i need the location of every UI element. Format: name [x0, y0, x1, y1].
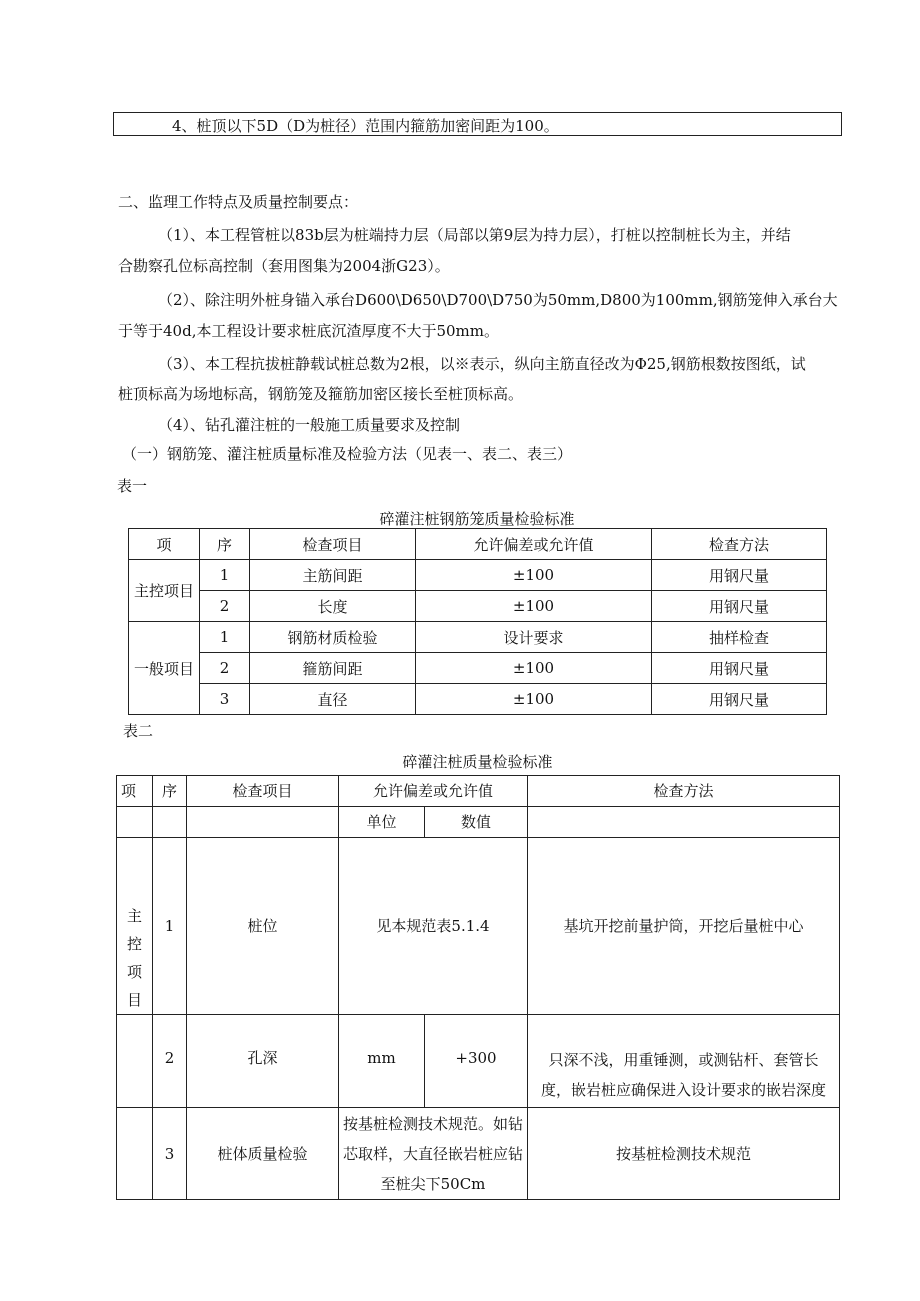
paragraph-1-line-2: 合勘察孔位标高控制（套用图集为2004浙G23）。: [118, 257, 450, 275]
table-cell: 基坑开挖前量护筒，开挖后量桩中心: [528, 838, 840, 1015]
table-cell: ±100: [416, 560, 652, 591]
table1-header-item: 项: [129, 529, 200, 560]
table-cell: 用钢尺量: [652, 653, 827, 684]
table-cell: 用钢尺量: [652, 560, 827, 591]
top-note-text: 4、桩顶以下5D（D为桩径）范围内箍筋加密间距为100。: [172, 117, 559, 135]
table-cell: [153, 807, 187, 838]
table1-header-tolerance: 允许偏差或允许值: [416, 529, 652, 560]
table2-row3-value-line-1: 按基桩检测技术规范。如钻: [343, 1114, 524, 1133]
table2-label: 表二: [123, 722, 154, 740]
table-row: [117, 776, 840, 807]
table-row: [129, 622, 827, 653]
table2-row2-method-line-2: 度，嵌岩桩应确保进入设计要求的嵌岩深度: [541, 1081, 827, 1099]
table2-title: 碎灌注桩质量检验标准: [402, 753, 553, 771]
table1-header-method: 检查方法: [652, 529, 827, 560]
table-cell: 主筋间距: [250, 560, 416, 591]
table-cell: 3: [153, 1108, 187, 1200]
table1: [128, 528, 827, 715]
table-row: [117, 1108, 840, 1200]
table2-subheader-value: 数值: [425, 807, 528, 838]
section-title: 二、监理工作特点及质量控制要点：: [118, 193, 359, 211]
table2: [116, 775, 840, 1200]
table-cell: [187, 807, 339, 838]
table-row: [117, 1015, 840, 1108]
table2-row2-method-line-1: 只深不浅，用重锤测，或测钻杆、套管长: [548, 1051, 819, 1069]
table-cell: [117, 1108, 153, 1200]
table-cell: 1: [200, 560, 250, 591]
table1-header-check: 检查项目: [250, 529, 416, 560]
table-cell: 箍筋间距: [250, 653, 416, 684]
table-cell: [117, 1015, 153, 1108]
table2-subheader-unit: 单位: [339, 807, 425, 838]
table-cell: mm: [339, 1015, 425, 1108]
table1-title: 碎灌注桩钢筋笼质量检验标准: [379, 510, 575, 528]
table2-group-main-line-1: 主控: [126, 907, 142, 953]
paragraph-5-line-1: （一）钢筋笼、灌注桩质量标准及检验方法（见表一、表二、表三）: [122, 445, 573, 463]
table-cell: 用钢尺量: [652, 591, 827, 622]
table-cell: 直径: [250, 684, 416, 715]
table2-header-method: 检查方法: [528, 776, 840, 807]
table-row: [117, 838, 840, 1015]
table-cell: 按基桩检测技术规范: [528, 1108, 840, 1200]
table-cell: 3: [200, 684, 250, 715]
table-cell: 孔深: [187, 1015, 339, 1108]
table1-group-main: 主控项目: [129, 560, 200, 622]
table2-group-main: [117, 838, 153, 1015]
paragraph-1-line-1: （1）、本工程管桩以83b层为桩端持力层（局部以第9层为持力层），打桩以控制桩长为主，并结: [158, 226, 791, 244]
table-cell: [528, 807, 840, 838]
table2-row3-value-line-2: 芯取样，大直径嵌岩桩应钻: [343, 1144, 524, 1163]
paragraph-3-line-2: 桩顶标高为场地标高，钢筋笼及箍筋加密区接长至桩顶标高。: [118, 385, 524, 403]
table-cell: 钢筋材质检验: [250, 622, 416, 653]
table2-row3-value-line-3: 至桩尖下50Cm: [380, 1174, 486, 1193]
table-cell: 2: [200, 591, 250, 622]
paragraph-3-line-1: （3）、本工程抗拔桩静载试桩总数为2根，以※表示，纵向主筋直径改为Φ25,钢筋根数按图纸，试: [158, 355, 806, 373]
top-note-box: [113, 112, 842, 136]
table-row: [117, 807, 840, 838]
table-row: [129, 560, 827, 591]
table-cell: 抽样检查: [652, 622, 827, 653]
table-cell: 桩位: [187, 838, 339, 1015]
table-cell: 桩体质量检验: [187, 1108, 339, 1200]
table1-label: 表一: [117, 477, 148, 495]
table1-header-seq: 序: [200, 529, 250, 560]
table-row: [129, 653, 827, 684]
table-cell: +300: [425, 1015, 528, 1108]
paragraph-4-line-1: （4）、钻孔灌注桩的一般施工质量要求及控制: [158, 416, 461, 434]
table-cell: [339, 1108, 528, 1200]
table2-header-check: 检查项目: [187, 776, 339, 807]
table-cell: 2: [200, 653, 250, 684]
table2-header-tolerance: 允许偏差或允许值: [339, 776, 528, 807]
table-cell: ±100: [416, 653, 652, 684]
table-cell: [528, 1015, 840, 1108]
table-cell: 1: [200, 622, 250, 653]
table-cell: 2: [153, 1015, 187, 1108]
table-cell: [117, 807, 153, 838]
table-cell: 长度: [250, 591, 416, 622]
table-row: [129, 684, 827, 715]
table-cell: 用钢尺量: [652, 684, 827, 715]
table-cell: 设计要求: [416, 622, 652, 653]
table-cell: 1: [153, 838, 187, 1015]
table1-group-general: 一般项目: [129, 622, 200, 715]
table-cell: ±100: [416, 591, 652, 622]
table-cell: ±100: [416, 684, 652, 715]
table2-group-main-line-2: 项目: [126, 963, 142, 1009]
table2-header-seq: 序: [153, 776, 187, 807]
paragraph-2-line-1: （2）、除注明外桩身锚入承台D600\D650\D700\D750为50mm,D800为100mm,钢筋笼伸入承台大: [158, 291, 838, 309]
table-cell: 见本规范表5.1.4: [339, 838, 528, 1015]
table2-header-item: 项: [117, 776, 153, 807]
table-row: [129, 529, 827, 560]
table-row: [129, 591, 827, 622]
paragraph-2-line-2: 于等于40d,本工程设计要求桩底沉渣厚度不大于50mm。: [118, 322, 499, 340]
